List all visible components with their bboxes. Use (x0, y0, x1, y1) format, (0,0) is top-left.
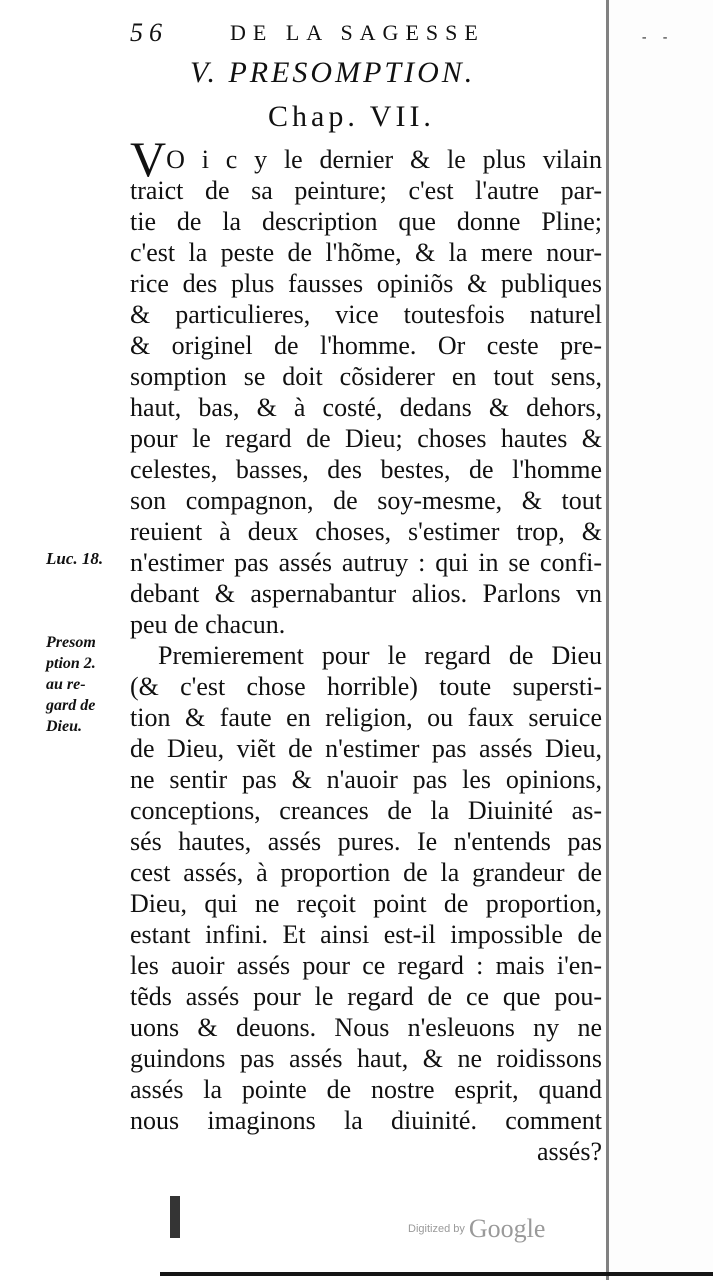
text-line: peu de chacun. (130, 610, 286, 639)
text-line: n'estimer pas assés autruy : qui in se confi- (130, 548, 602, 577)
text-line: guindons pas assés haut, & ne roidissons (130, 1044, 602, 1073)
text-line: haut, bas, & à costé, dedans & dehors, (130, 393, 602, 422)
text-line: somption se doit cõsiderer en tout sens, (130, 362, 602, 391)
bottom-rule (160, 1272, 713, 1276)
running-head: DE LA SAGESSE (230, 20, 485, 45)
folio-number: 56 (130, 18, 168, 47)
page-header (130, 16, 600, 52)
text-line: tẽds assés pour le regard de ce que pou- (130, 982, 602, 1011)
text-line: cest assés, à proportion de la grandeur de (130, 858, 602, 887)
scan-margin (609, 0, 713, 1280)
body-text (130, 131, 602, 1167)
margin-note-line: Presom (46, 634, 96, 651)
text-line: Premierement pour le regard de Dieu (158, 641, 602, 670)
text-line (130, 131, 602, 187)
text-line: & originel de l'homme. Or ceste pre- (130, 331, 602, 360)
text-line: tie de la description que donne Pline; (130, 207, 602, 236)
text-line: (& c'est chose horrible) toute supersti- (130, 672, 602, 701)
text-line: Dieu, qui ne reçoit point de proportion, (130, 889, 602, 918)
watermark-prefix: Digitized by (408, 1223, 465, 1235)
line-text: O i c y le dernier & le plus vilain (166, 145, 602, 174)
scan-artifact (170, 1196, 180, 1238)
watermark-logo: Google (468, 1214, 546, 1243)
digitization-watermark (408, 1214, 545, 1244)
drop-cap: V (130, 131, 167, 187)
text-line: de Dieu, viẽt de n'estimer pas assés Dieu, (130, 734, 602, 763)
margin-note-line: ption 2. (46, 655, 96, 672)
margin-note-line: Dieu. (46, 718, 82, 735)
text-line: estant infini. Et ainsi est-il impossible de (130, 920, 602, 949)
margin-note-line: gard de (46, 697, 96, 714)
text-line: nous imaginons la diuinité. comment (130, 1106, 602, 1135)
text-line: celestes, basses, des bestes, de l'homme (130, 455, 602, 484)
text-line: traict de sa peinture; c'est l'autre par- (130, 176, 602, 205)
scan-corner-mark: - - (640, 30, 672, 46)
margin-note-line: au re- (46, 676, 86, 693)
text-line: c'est la peste de l'hõme, & la mere nour- (130, 238, 602, 267)
section-title: V. PRESOMPTION. (190, 56, 476, 89)
text-line: sés hautes, assés pures. Ie n'entends pas (130, 827, 602, 856)
margin-note-luke: Luc. 18. (46, 549, 104, 568)
chapter-title: Chap. VII. (268, 100, 435, 133)
text-line: uons & deuons. Nous n'esleuons ny ne (130, 1013, 602, 1042)
text-line: rice des plus fausses opiniõs & publiques (130, 269, 602, 298)
text-line: ne sentir pas & n'auoir pas les opinions, (130, 765, 602, 794)
text-line: tion & faute en religion, ou faux seruice (130, 703, 602, 732)
text-line: & particulieres, vice toutesfois naturel (130, 300, 602, 329)
text-line: pour le regard de Dieu; choses hautes & (130, 424, 602, 453)
text-line: les auoir assés pour ce regard : mais i'en- (130, 951, 602, 980)
text-line: debant & aspernabantur alios. Parlons vn (130, 579, 602, 608)
text-line: conceptions, creances de la Diuinité as- (130, 796, 602, 825)
text-line: assés la pointe de nostre esprit, quand (130, 1075, 602, 1104)
catchword: assés? (537, 1137, 602, 1166)
text-line: reuient à deux choses, s'estimer trop, & (130, 517, 602, 546)
text-line: son compagnon, de soy-mesme, & tout (130, 486, 602, 515)
